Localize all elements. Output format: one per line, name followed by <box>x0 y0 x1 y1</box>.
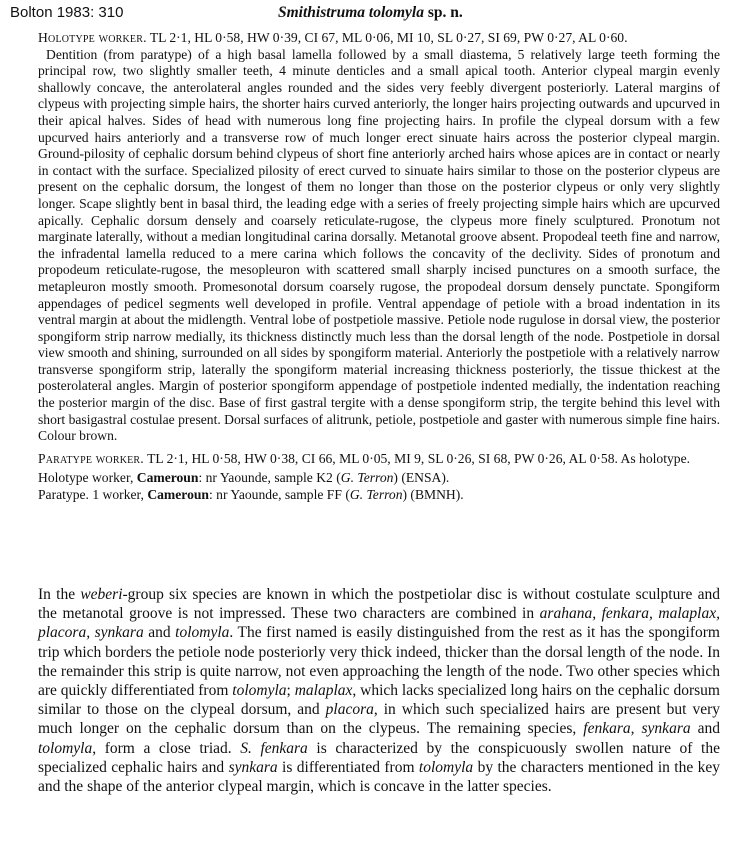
material-line-holotype: Holotype worker, Cameroun: nr Yaounde, sample K2 (G. Terron) (ENSA). <box>38 470 450 486</box>
holotype-description: Dentition (from paratype) of a high basal lamella followed by a small diastema, 5 relatively large teeth forming the principal row, two slightly smaller teeth, 4 minute denticles and a small apical tooth. Anterior clypeal margin evenly shallowly concave, the anterolateral angles rounded and the sides very feebly divergent posteriorly. Lateral margins of clypeus with projecting simple hairs, the shorter hairs curved anteriorly, the longer hairs projecting outwards and upcurved in their apical halves. Sides of head with numerous long fine projecting hairs. In profile the clypeal dorsum with a few upcurved hairs anteriorly and a transverse row of much longer erect sinuate hairs across the posterior clypeal margin. Ground-pilosity of cephalic dorsum behind clypeus of short fine anteriorly arched hairs whose apices are in contact or nearly in contact with the surface. Specialized pilosity of erect curved to sinuate hairs similar to those on the posterior clypeus are present on the cephalic dorsum, the longest of them no longer than those on the posterior clypeus or only very slightly longer. Scape slightly bent in basal third, the leading edge with a series of freely projecting simple hairs which are upcurved apically. Cephalic dorsum densely and coarsely reticulate-rugose, the clypeus more finely sculptured. Pronotum not marginate laterally, without a median longitudinal carina dorsally. Metanotal groove absent. Propodeal teeth fine and narrow, the infradental lamella reduced to a mere carina which follows the concavity of the declivity. Sides of pronotum and propodeum reticulate-rugose, the mesopleuron with scattered small sharply incised punctures on a smooth surface, the metapleuron mostly smooth. Promesonotal dorsum coarsely rugose, the propodeal dorsum densely punctate. Spongiform appendages of pedicel segments well developed in profile. Ventral appendage of petiole with a broad indentation in its ventral margin at about the midlength. Ventral lobe of postpetiole massive. Petiole node rugulose in dorsal view, the posterior spongiform strip narrow medially, its thickness distinctly much less than the dorsal length of the node. Postpetiole in dorsal view smooth and shining, surrounded on all sides by spongiform material. Anteriorly the postpetiole with a relatively narrow transverse spongiform strip, laterally the spongiform material increasing thickness posteriorly, the tissue thickest at the posterolateral angles. Margin of posterior spongiform appendage of postpetiole indented medially, the indentation reaching the posterior margin of the disc. Base of first gastral tergite with a dense spongiform strip, the tergite behind this level with short basigastral costulae present. Dorsal surfaces of alitrunk, petiole, postpetiole and gaster with numerous simple fine hairs. Colour brown. <box>38 46 720 444</box>
collector-name: G. Terron <box>340 470 394 486</box>
page-header <box>10 4 745 24</box>
holotype-measurements-line <box>38 30 720 47</box>
paratype-measurements-line <box>38 451 720 468</box>
species-name: Smithistruma tolomyla <box>278 4 424 21</box>
holotype-measurements: TL 2·1, HL 0·58, HW 0·39, CI 67, ML 0·06, MI 10, SL 0·27, SI 69, PW 0·27, AL 0·60. <box>149 30 628 45</box>
source-citation: Bolton 1983: 310 <box>10 4 124 21</box>
type-description <box>38 30 720 504</box>
country-name: Cameroun <box>136 470 199 486</box>
species-title <box>278 4 463 22</box>
holotype-label: Holotype worker. <box>38 30 147 45</box>
discussion-paragraph: In the weberi-group six species are known in which the postpetiolar disc is without costulate sculpture and the metanotal groove is not impressed. These two characters are combined in arahana, fenkara, malaplax, placora, synkara and tolomyla. The first named is easily distinguished from the rest as it has the spongiform trip which borders the petiole node posteriorly very thick indeed, thicker than the dorsal length of the node. In the remainder this strip is quite narrow, not even approaching the length of the node. Two other species which are quickly differentiated from tolomyla; malaplax, which lacks specialized long hairs on the cephalic dorsum similar to those on the clypeal dorsum, and placora, in which such specialized hairs are present but very much longer on the cephalic dorsum than on the clypeus. The remaining species, fenkara, synkara and tolomyla, form a close triad. S. fenkara is characterized by the conspicuously swollen nature of the specialized cephalic hairs and synkara is differentiated from tolomyla by the characters mentioned in the key and the shape of the anterior clypeal margin, which is concave in the latter species. <box>38 586 721 796</box>
collector-name: G. Terron <box>349 487 403 503</box>
species-list: arahana, fenkara, malaplax, placora, synkara <box>38 605 720 642</box>
paratype-measurements: TL 2·1, HL 0·58, HW 0·38, CI 66, ML 0·05, MI 9, SL 0·26, SI 68, PW 0·26, AL 0·58. As holotype. <box>147 450 691 466</box>
material-line-paratype: Paratype. 1 worker, Cameroun: nr Yaounde, sample FF (G. Terron) (BMNH). <box>38 487 464 503</box>
group-name: weberi <box>80 586 123 603</box>
paratype-label: Paratype worker. <box>38 450 144 466</box>
country-name: Cameroun <box>147 487 209 503</box>
species-suffix: sp. n. <box>424 4 463 21</box>
